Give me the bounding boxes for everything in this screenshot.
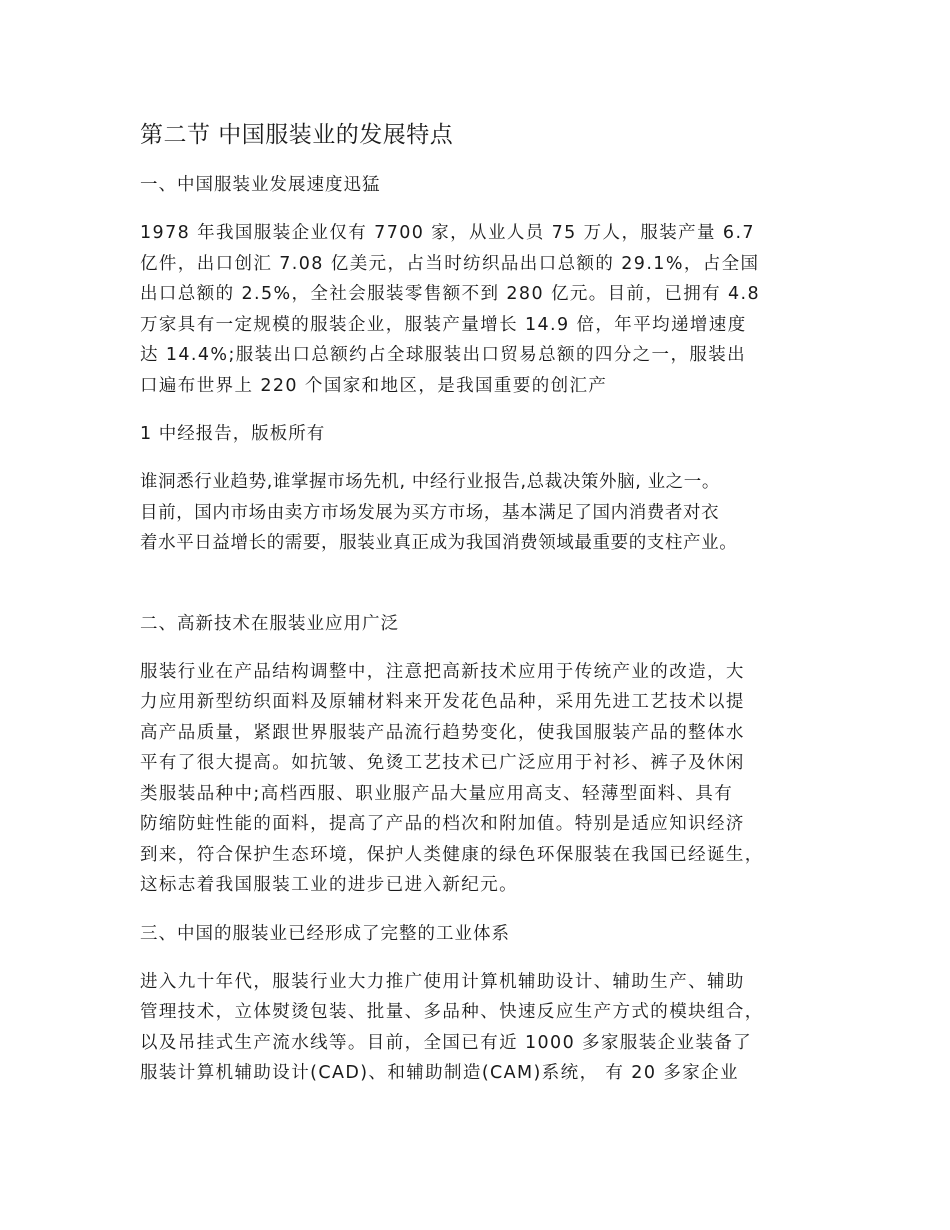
text-line: 平有了很大提高。如抗皱、免烫工艺技术已广泛应用于衬衫、裤子及休闲 [140, 753, 745, 773]
section-2-paragraph [140, 657, 840, 901]
text-line: 达 14.4%;服装出口总额约占全球服装出口贸易总额的四分之一，服装出 [140, 345, 747, 365]
text-line: 到来，符合保护生态环境，保护人类健康的绿色环保服装在我国已经诞生， [140, 844, 764, 865]
text-line: 类服装品种中;高档西服、职业服产品大量应用高支、轻薄型面料、具有 [140, 783, 734, 804]
text-line: 这标志着我国服装工业的进步已进入新纪元。 [140, 875, 518, 895]
text-line: 进入九十年代，服装行业大力推广使用计算机辅助设计、辅助生产、辅助 [140, 971, 745, 992]
text-line: 以及吊挂式生产流水线等。目前，全国已有近 1000 多家服装企业装备了 [140, 1032, 753, 1053]
text-line: 谁洞悉行业趋势,谁掌握市场先机, 中经行业报告,总裁决策外脑, 业之一。 [140, 472, 720, 492]
text-line: 目前，国内市场由卖方市场发展为买方市场，基本满足了国内消费者对衣 [140, 502, 720, 523]
text-line: 1978 年我国服装企业仅有 7700 家，从业人员 75 万人，服装产量 6.7 [140, 223, 755, 243]
section-1-paragraph-1 [140, 218, 840, 401]
text-line: 亿件，出口创汇 7.08 亿美元，占当时纺织品出口总额的 29.1%，占全国 [140, 253, 760, 274]
text-line: 力应用新型纺织面料及原辅材料来开发花色品种，采用先进工艺技术以提 [140, 692, 745, 712]
text-line: 服装行业在产品结构调整中，注意把高新技术应用于传统产业的改造，大 [140, 661, 745, 682]
section-1-paragraph-2 [140, 467, 840, 559]
text-line: 出口总额的 2.5%，全社会服装零售额不到 280 亿元。目前，已拥有 4.8 [140, 284, 761, 304]
text-line: 万家具有一定规模的服装企业，服装产量增长 14.9 倍，年平均递增速度 [140, 314, 747, 335]
text-line: 高产品质量，紧跟世界服装产品流行趋势变化，使我国服装产品的整体水 [140, 722, 745, 743]
text-line: 着水平日益增长的需要，服装业真正成为我国消费领域最重要的支柱产业。 [140, 533, 738, 553]
text-line: 管理技术，立体熨烫包装、批量、多品种、快速反应生产方式的模块组合， [140, 1002, 764, 1022]
text-line: 口遍布世界上 220 个国家和地区，是我国重要的创汇产 [140, 375, 608, 396]
text-line: 防缩防蛀性能的面料，提高了产品的档次和附加值。特别是适应知识经济 [140, 814, 745, 834]
document-page [140, 118, 840, 1107]
section-heading-2: 二、高新技术在服装业应用广泛 [140, 613, 399, 634]
section-heading-3: 三、中国的服装业已经形成了完整的工业体系 [140, 923, 510, 944]
section-heading-1: 一、中国服装业发展速度迅猛 [140, 175, 381, 195]
report-footer-note: 1 中经报告，版板所有 [140, 424, 326, 444]
section-3-paragraph [140, 967, 840, 1089]
page-title: 第二节 中国服装业的发展特点 [140, 122, 454, 148]
text-line: 服装计算机辅助设计(CAD)、和辅助制造(CAM)系统， 有 20 多家企业 [140, 1063, 739, 1083]
spacer [140, 577, 840, 609]
